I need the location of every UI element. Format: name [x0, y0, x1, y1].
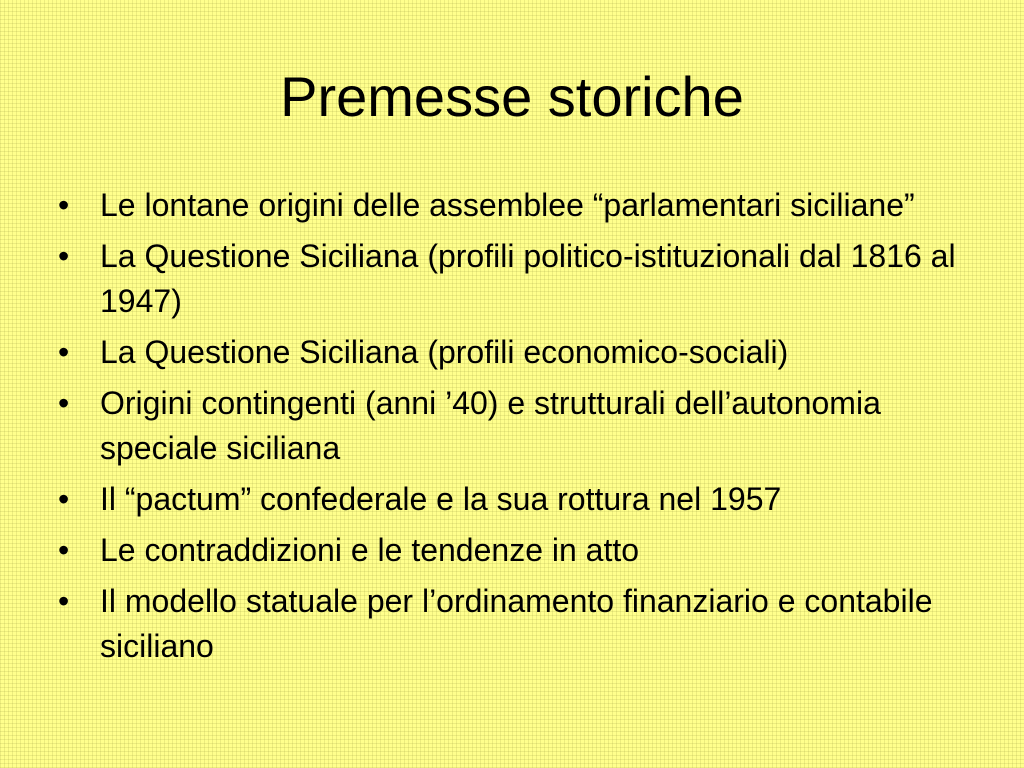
- bullet-text: Il modello statuale per l’ordinamento finanziario e contabile siciliano: [100, 583, 933, 664]
- bullet-marker: •: [58, 532, 70, 568]
- bullet-text: Il “pactum” confederale e la sua rottura nel 1957: [100, 481, 782, 517]
- bullet-item: [56, 381, 976, 471]
- bullet-marker: •: [58, 334, 70, 370]
- bullet-text: La Questione Siciliana (profili economico-sociali): [100, 334, 789, 370]
- bullet-list: [56, 183, 976, 675]
- bullet-item: [56, 234, 976, 324]
- bullet-item: [56, 477, 976, 522]
- bullet-text: Le contraddizioni e le tendenze in atto: [100, 532, 640, 568]
- bullet-item: [56, 579, 976, 669]
- bullet-item: [56, 528, 976, 573]
- bullet-marker: •: [58, 238, 70, 274]
- bullet-item: [56, 330, 976, 375]
- bullet-text: Le lontane origini delle assemblee “parlamentari siciliane”: [100, 187, 915, 223]
- bullet-text: Origini contingenti (anni ’40) e strutturali dell’autonomia speciale siciliana: [100, 385, 881, 466]
- slide-title: Premesse storiche: [280, 65, 744, 128]
- bullet-item: [56, 183, 976, 228]
- bullet-marker: •: [58, 583, 70, 619]
- bullet-marker: •: [58, 385, 70, 421]
- bullet-marker: •: [58, 481, 70, 517]
- bullet-marker: •: [58, 187, 70, 223]
- bullet-text: La Questione Siciliana (profili politico-istituzionali dal 1816 al 1947): [100, 238, 956, 319]
